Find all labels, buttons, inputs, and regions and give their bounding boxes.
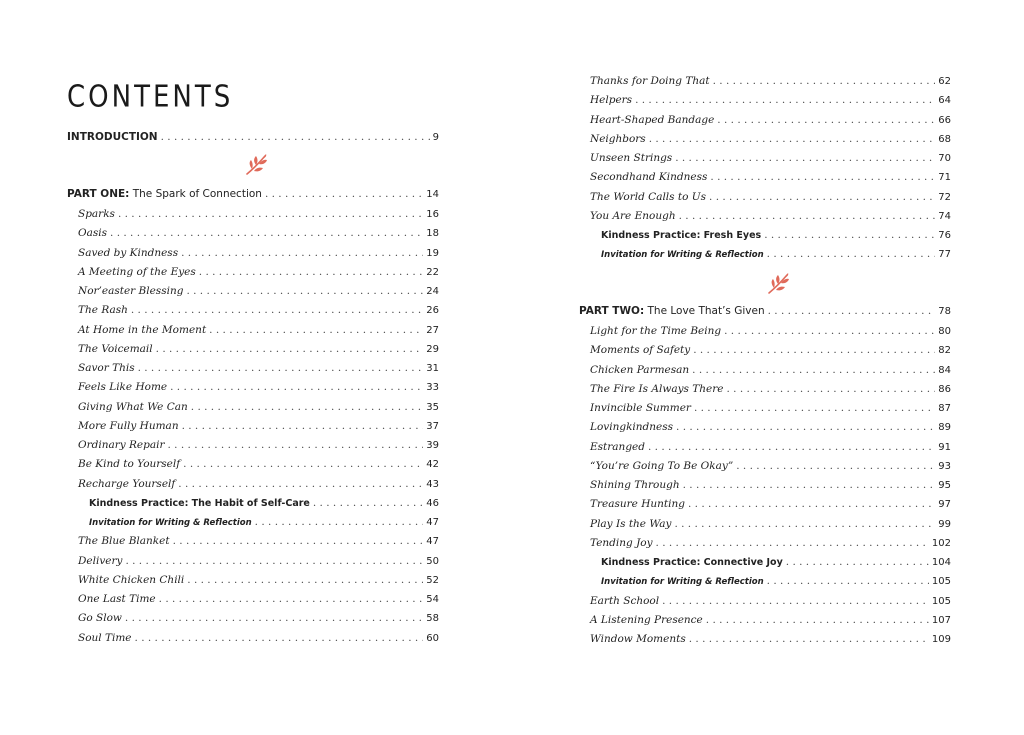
dot-leader	[724, 323, 935, 340]
dot-leader	[726, 381, 935, 398]
page-number: 52	[426, 574, 439, 586]
dot-leader	[656, 535, 929, 552]
entry-title: Neighbors	[590, 132, 646, 145]
entry-title: Invincible Summer	[590, 402, 691, 414]
entry-title: Feels Like Home	[78, 381, 168, 394]
toc-entry-chapter[interactable]	[579, 516, 951, 533]
page-number: 105	[931, 595, 951, 607]
entry-title: Go Slow	[78, 612, 122, 625]
dot-leader	[255, 514, 424, 531]
toc-entry-chapter[interactable]	[67, 322, 439, 339]
toc-entry-chapter[interactable]	[579, 477, 951, 494]
toc-entry-chapter[interactable]	[579, 458, 951, 475]
entry-title: At Home in the Moment	[78, 323, 207, 336]
page-number: 60	[426, 632, 439, 644]
entry-title: Savor This	[78, 362, 135, 374]
entry-title: Oasis	[78, 227, 108, 240]
entry-title: Unseen Strings	[590, 152, 673, 164]
page-number: 42	[426, 459, 439, 471]
toc-entry-chapter[interactable]	[579, 496, 951, 513]
toc-entry-chapter[interactable]	[579, 150, 951, 167]
entry-title: Helpers	[590, 94, 633, 107]
entry-title: Giving What We Can	[78, 400, 188, 413]
dot-leader	[710, 169, 935, 186]
dot-leader	[649, 131, 936, 148]
dot-leader	[676, 419, 935, 436]
entry-title: Invitation for Writing & Reflection	[601, 577, 764, 588]
entry-title: Chicken Parmesan	[590, 363, 690, 376]
page-number: 104	[931, 557, 951, 568]
page-number: 66	[938, 114, 951, 126]
toc-entry-chapter[interactable]	[579, 92, 951, 109]
dot-leader	[156, 341, 424, 358]
toc-entry-chapter[interactable]	[67, 225, 439, 242]
toc-entry-chapter[interactable]	[67, 360, 439, 377]
entry-title: A Listening Presence	[590, 613, 703, 626]
toc-entry-practice[interactable]	[579, 554, 951, 571]
page-number: 47	[426, 536, 439, 548]
page-number: 19	[426, 247, 439, 259]
entry-title: A Meeting of the Eyes	[78, 265, 196, 278]
entry-title: White Chicken Chili	[78, 573, 185, 586]
dot-leader	[674, 516, 935, 533]
page-number: 70	[938, 153, 951, 164]
dot-leader	[768, 303, 936, 320]
toc-entry-chapter[interactable]	[67, 206, 439, 223]
page-number: 68	[938, 133, 951, 145]
toc-entry-chapter[interactable]	[67, 399, 439, 416]
toc-entry-invitation[interactable]	[67, 514, 439, 531]
toc-entry-part-one[interactable]	[67, 186, 439, 203]
dot-leader	[135, 630, 424, 647]
page-number: 37	[426, 420, 439, 432]
dot-leader	[110, 225, 423, 242]
entry-title: INTRODUCTION	[67, 131, 158, 143]
page-number: 82	[938, 345, 951, 357]
dot-leader	[186, 283, 423, 300]
entry-title: Saved by Kindness	[78, 246, 179, 259]
entry-title: The Blue Blanket	[78, 535, 170, 548]
dot-leader	[178, 476, 423, 493]
toc-entry-chapter[interactable]	[67, 283, 439, 300]
page-number: 33	[426, 382, 439, 394]
page-number: 9	[432, 132, 439, 143]
page-number: 35	[426, 401, 439, 413]
page-number: 14	[426, 189, 439, 200]
toc-entry-chapter[interactable]	[579, 593, 951, 610]
dot-leader	[689, 631, 929, 648]
entry-title: Recharge Yourself	[78, 477, 176, 490]
dot-leader	[706, 612, 929, 629]
page-number: 84	[938, 364, 951, 376]
entry-title: PART ONE: The Spark of Connection	[67, 188, 262, 200]
toc-entry-chapter[interactable]	[579, 631, 951, 648]
entry-title: The World Calls to Us	[590, 190, 707, 203]
toc-entry-chapter[interactable]	[579, 612, 951, 629]
dot-leader	[168, 437, 424, 454]
page-number: 74	[938, 210, 951, 222]
toc-entry-practice[interactable]	[67, 495, 439, 512]
entry-title: The Rash	[78, 304, 128, 317]
page-number: 64	[938, 95, 951, 107]
dot-leader	[767, 573, 929, 590]
dot-leader	[692, 362, 935, 379]
dot-leader	[265, 186, 423, 203]
dot-leader	[662, 593, 929, 610]
toc-entry-chapter[interactable]	[579, 131, 951, 148]
toc-entry-part-two[interactable]	[579, 303, 951, 320]
page-number: 102	[931, 537, 951, 549]
dot-leader	[313, 495, 423, 512]
page-number: 47	[426, 517, 439, 528]
page-number: 95	[938, 480, 951, 491]
page-number: 89	[938, 422, 951, 434]
page-number: 22	[426, 266, 439, 278]
dot-leader	[181, 245, 423, 262]
page-number: 78	[938, 306, 951, 317]
dot-leader	[199, 264, 423, 281]
toc-entry-chapter[interactable]	[67, 610, 439, 627]
entry-title: The Voicemail	[78, 342, 153, 355]
page-number: 71	[938, 172, 951, 184]
entry-title: Sparks	[78, 208, 115, 220]
dot-leader	[183, 456, 423, 473]
toc-entry-chapter[interactable]	[67, 437, 439, 454]
page-number: 76	[938, 230, 951, 241]
entry-title: You Are Enough	[590, 209, 676, 222]
page-number: 97	[938, 499, 951, 511]
entry-title: Invitation for Writing & Reflection	[601, 250, 764, 261]
toc-entry-chapter[interactable]	[67, 302, 439, 319]
dot-leader	[694, 400, 935, 417]
toc-entry-chapter[interactable]	[579, 381, 951, 398]
entry-title: Be Kind to Yourself	[78, 458, 181, 471]
page-number: 16	[426, 209, 439, 220]
toc-entry-chapter[interactable]	[67, 533, 439, 550]
entry-title: Treasure Hunting	[590, 498, 685, 511]
entry-title: One Last Time	[78, 593, 156, 605]
toc-entry-chapter[interactable]	[579, 400, 951, 417]
dot-leader	[125, 553, 423, 570]
toc-entry-chapter[interactable]	[67, 476, 439, 493]
page-number: 87	[938, 403, 951, 414]
toc-entry-chapter[interactable]	[67, 264, 439, 281]
toc-entry-chapter[interactable]	[67, 572, 439, 589]
dot-leader	[767, 246, 936, 263]
toc-entry-chapter[interactable]	[579, 208, 951, 225]
page-number: 50	[426, 555, 439, 567]
toc-entry-chapter[interactable]	[579, 169, 951, 186]
entry-title: Estranged	[590, 440, 645, 453]
page-number: 77	[938, 249, 951, 261]
page-number: 43	[426, 478, 439, 490]
entry-title: Light for the Time Being	[590, 325, 722, 337]
dot-leader	[764, 227, 935, 244]
page-number: 105	[931, 576, 951, 588]
entry-title: More Fully Human	[78, 419, 179, 432]
entry-title: Invitation for Writing & Reflection	[89, 518, 252, 528]
entry-title: Lovingkindness	[590, 421, 674, 434]
entry-title: Heart-Shaped Bandage	[590, 113, 715, 126]
dot-leader	[635, 92, 935, 109]
dot-leader	[125, 610, 423, 627]
page-number: 93	[938, 460, 951, 472]
dot-leader	[675, 150, 935, 167]
dot-leader	[648, 439, 935, 456]
page-number: 109	[931, 634, 951, 645]
dot-leader	[713, 73, 936, 90]
toc-entry-chapter[interactable]	[67, 379, 439, 396]
page-number: 99	[938, 518, 951, 530]
page-number: 72	[938, 191, 951, 203]
dot-leader	[679, 208, 936, 225]
toc-entry-chapter[interactable]	[67, 553, 439, 570]
dot-leader	[717, 112, 935, 129]
page-number: 58	[426, 613, 439, 625]
toc-entry-chapter[interactable]	[67, 591, 439, 608]
page-number: 91	[938, 441, 951, 453]
page-number: 29	[426, 343, 439, 355]
entry-title: Tending Joy	[590, 536, 653, 549]
entry-title: Delivery	[78, 554, 123, 567]
dot-leader	[191, 399, 423, 416]
page-number: 18	[426, 228, 439, 240]
entry-title: Secondhand Kindness	[590, 171, 708, 184]
leaf-ornament-icon	[765, 272, 793, 296]
leaf-ornament-icon	[243, 153, 271, 177]
entry-title: “You’re Going To Be Okay”	[590, 459, 734, 472]
dot-leader	[187, 572, 423, 589]
toc-entry-chapter[interactable]	[67, 456, 439, 473]
toc-entry-chapter[interactable]	[579, 342, 951, 359]
toc-entry-practice[interactable]	[579, 227, 951, 244]
toc-entry-chapter[interactable]	[579, 419, 951, 436]
dot-leader	[161, 129, 430, 146]
entry-title: Window Moments	[590, 633, 686, 645]
page-number: 107	[931, 614, 951, 626]
toc-entry-chapter[interactable]	[579, 112, 951, 129]
entry-title: Earth School	[590, 594, 660, 607]
dot-leader	[118, 206, 423, 223]
dot-leader	[173, 533, 424, 550]
dot-leader	[159, 591, 424, 608]
dot-leader	[693, 342, 935, 359]
page-number: 86	[938, 383, 951, 395]
page-number: 54	[426, 594, 439, 605]
entry-title: Kindness Practice: Connective Joy	[601, 557, 783, 568]
dot-leader	[131, 302, 423, 319]
entry-title: The Fire Is Always There	[590, 382, 724, 395]
toc-entry-chapter[interactable]	[579, 323, 951, 340]
page-number: 46	[426, 497, 439, 509]
dot-leader	[786, 554, 929, 571]
toc-entry-chapter[interactable]	[579, 362, 951, 379]
entry-title: Play Is the Way	[590, 517, 672, 530]
entry-title: Thanks for Doing That	[590, 75, 710, 87]
dot-leader	[736, 458, 935, 475]
toc-entry-chapter[interactable]	[579, 535, 951, 552]
entry-title: Nor’easter Blessing	[78, 285, 184, 297]
toc-entry-invitation[interactable]	[579, 246, 951, 263]
dot-leader	[209, 322, 423, 339]
toc-entry-chapter[interactable]	[579, 73, 951, 90]
page-number: 80	[938, 326, 951, 337]
toc-entry-chapter[interactable]	[579, 439, 951, 456]
toc-entry-chapter[interactable]	[579, 189, 951, 206]
dot-leader	[170, 379, 423, 396]
dot-leader	[138, 360, 424, 377]
dot-leader	[688, 496, 935, 513]
entry-title: Moments of Safety	[590, 344, 691, 357]
entry-title: Shining Through	[590, 479, 680, 491]
toc-entry-chapter[interactable]	[67, 418, 439, 435]
page-number: 26	[426, 305, 439, 317]
dot-leader	[182, 418, 424, 435]
toc-entry-invitation[interactable]	[579, 573, 951, 590]
page-number: 39	[426, 440, 439, 451]
toc-entry-chapter[interactable]	[67, 341, 439, 358]
entry-title: Kindness Practice: The Habit of Self-Care	[89, 497, 310, 509]
entry-title: Soul Time	[78, 631, 132, 644]
entry-title: PART TWO: The Love That’s Given	[579, 305, 765, 317]
contents-title: CONTENTS	[67, 80, 234, 115]
dot-leader	[683, 477, 936, 494]
dot-leader	[709, 189, 935, 206]
toc-entry-chapter[interactable]	[67, 245, 439, 262]
toc-entry-chapter[interactable]	[67, 630, 439, 647]
page-number: 62	[938, 76, 951, 87]
page-number: 24	[426, 286, 439, 297]
page-number: 27	[426, 324, 439, 336]
toc-entry-introduction[interactable]	[67, 129, 439, 146]
entry-title: Kindness Practice: Fresh Eyes	[601, 230, 762, 241]
entry-title: Ordinary Repair	[78, 439, 165, 451]
page-number: 31	[426, 363, 439, 374]
